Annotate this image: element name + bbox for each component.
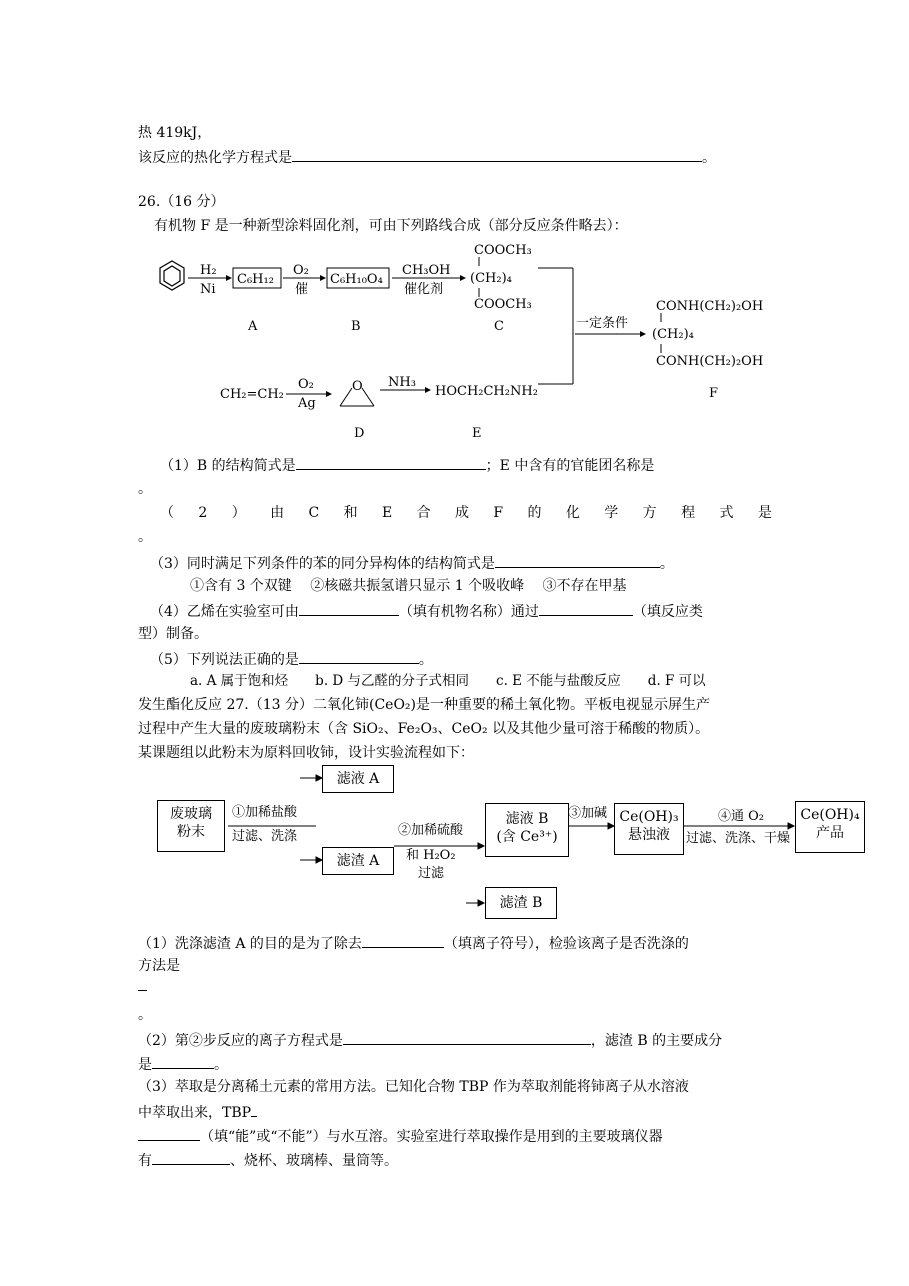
- f-top: CONH(CH₂)₂OH: [656, 299, 764, 314]
- q27-line3: 某课题组以此粉末为原料回收铈，设计实验流程如下：: [138, 745, 474, 761]
- ag-label: Ag: [298, 396, 316, 411]
- step1-operation: 过滤、洗涤: [232, 829, 298, 844]
- f-bot: CONH(CH₂)₂OH: [656, 354, 764, 369]
- answer-blank[interactable]: [362, 933, 444, 948]
- box-suspension: Ce(OH)₃ 悬浊液: [614, 803, 684, 855]
- step1-reagent: ①加稀盐酸: [232, 805, 298, 820]
- step2-reagent: ②加稀硫酸: [398, 823, 464, 838]
- step4-reagent: ④通 O₂: [718, 809, 765, 824]
- label-b: B: [351, 319, 361, 334]
- answer-blank[interactable]: [343, 1030, 591, 1045]
- step2-operation: 过滤: [418, 866, 445, 881]
- q26-part5-options: a. A 属于饱和烃 b. D 与乙醛的分子式相同 c. E 不能与盐酸反应 d. F 可以: [190, 673, 706, 689]
- box-filtrate-b: 滤液 B (含 Ce³⁺): [485, 803, 569, 857]
- c-top: COOCH₃: [474, 243, 532, 258]
- ni-label: Ni: [200, 282, 216, 297]
- q26-part2-end: 。: [138, 529, 152, 545]
- epoxide-o: O: [352, 379, 363, 394]
- q27-part1: （1）洗涤滤渣 A 的目的是为了除去 （填离子符号），检验该离子是否洗涤的: [138, 933, 689, 953]
- box-product: Ce(OH)₄ 产品: [795, 801, 865, 853]
- step2-reagent-2: 和 H₂O₂: [406, 848, 456, 863]
- q26-part5: （5）下列说法正确的是 。: [150, 649, 433, 669]
- q26-part4: （4）乙烯在实验室可由 （填有机物名称）通过 （填反应类: [150, 601, 703, 621]
- answer-blank[interactable]: [138, 1126, 200, 1141]
- q25-line1: 热 419kJ，: [138, 125, 212, 141]
- q27-part3-line1: （3）萃取是分离稀土元素的常用方法。已知化合物 TBP 作为萃取剂能将铈离子从水溶液: [138, 1079, 689, 1095]
- box-residue-b: 滤渣 B: [485, 887, 557, 919]
- o2-label-2: O₂: [298, 377, 314, 392]
- q27-part1-method: 方法是: [138, 958, 180, 974]
- label-f: F: [709, 386, 719, 401]
- q27-line2: 过程中产生大量的废玻璃粉末（含 SiO₂、Fe₂O₃、CeO₂ 以及其他少量可溶于稀酸的物质）。: [138, 721, 710, 737]
- answer-blank[interactable]: [251, 1102, 257, 1117]
- step3-reagent: ③加碱: [568, 806, 608, 821]
- q27-part3-line2: 中萃取出来，TBP: [138, 1102, 257, 1122]
- q27-part2-end: 是 。: [138, 1054, 228, 1074]
- q26-intro: 有机物 F 是一种新型涂料固化剂，可由下列路线合成（部分反应条件略去）：: [154, 218, 628, 234]
- condition-label: 一定条件: [576, 316, 629, 331]
- q26-part1: （1）B 的结构简式是 ；E 中含有的官能团名称是: [160, 455, 654, 475]
- h2-label: H₂: [200, 263, 217, 278]
- cui-label: 催: [295, 282, 309, 297]
- q26-part3: （3）同时满足下列条件的苯的同分异构体的结构简式是 。: [150, 553, 674, 573]
- compound-e: HOCH₂CH₂NH₂: [435, 384, 538, 399]
- q26-part4-end: 型）制备。: [138, 626, 208, 642]
- box-filtrate-a: 滤液 A: [322, 765, 394, 793]
- q26-header: 26.（16 分）: [138, 194, 225, 210]
- label-d: D: [354, 426, 365, 441]
- q26-part3-conditions: ①含有 3 个双键 ②核磁共振氢谱只显示 1 个吸收峰 ③不存在甲基: [190, 578, 627, 594]
- q27-line1: 发生酯化反应 27.（13 分）二氧化铈(CeO₂)是一种重要的稀土氧化物。平板电视显示屏生产: [138, 697, 710, 713]
- ch3oh-label: CH₃OH: [402, 263, 451, 278]
- answer-blank[interactable]: [152, 1150, 230, 1165]
- box-waste-glass: 废玻璃 粉末: [157, 800, 225, 852]
- box-residue-a: 滤渣 A: [322, 847, 394, 875]
- label-c: C: [494, 319, 504, 334]
- label-a: A: [248, 319, 258, 334]
- q27-part3-line3: （填“能”或“不能”）与水互溶。实验室进行萃取操作是用到的主要玻璃仪器: [138, 1126, 663, 1146]
- step4-operation: 过滤、洗涤、干燥: [686, 831, 791, 846]
- q26-part2: （ 2 ） 由 C 和 E 合 成 F 的 化 学 方 程 式 是: [160, 505, 772, 521]
- answer-blank[interactable]: [138, 990, 147, 991]
- compound-b: C₆H₁₀O₄: [330, 272, 383, 287]
- q27-part3-line4: 有 、烧杯、玻璃棒、量筒等。: [138, 1150, 398, 1170]
- catalyst-label: 催化剂: [404, 282, 444, 297]
- c-mid: (CH₂)₄: [470, 271, 512, 286]
- compound-a: C₆H₁₂: [237, 272, 274, 287]
- q27-part2: （2）第②步反应的离子方程式是 ，滤渣 B 的主要成分: [138, 1030, 722, 1050]
- nh3-label: NH₃: [388, 375, 416, 390]
- q27-part1-end: 。: [138, 1007, 152, 1023]
- o2-label: O₂: [293, 263, 309, 278]
- answer-blank[interactable]: [152, 1054, 214, 1069]
- label-e: E: [472, 426, 482, 441]
- q26-part1-end: 。: [138, 481, 152, 497]
- c-bot: COOCH₃: [474, 297, 532, 312]
- f-mid: (CH₂)₄: [652, 327, 694, 342]
- q25-line2: 该反应的热化学方程式是 。: [138, 147, 716, 167]
- ethene: CH₂=CH₂: [220, 387, 284, 402]
